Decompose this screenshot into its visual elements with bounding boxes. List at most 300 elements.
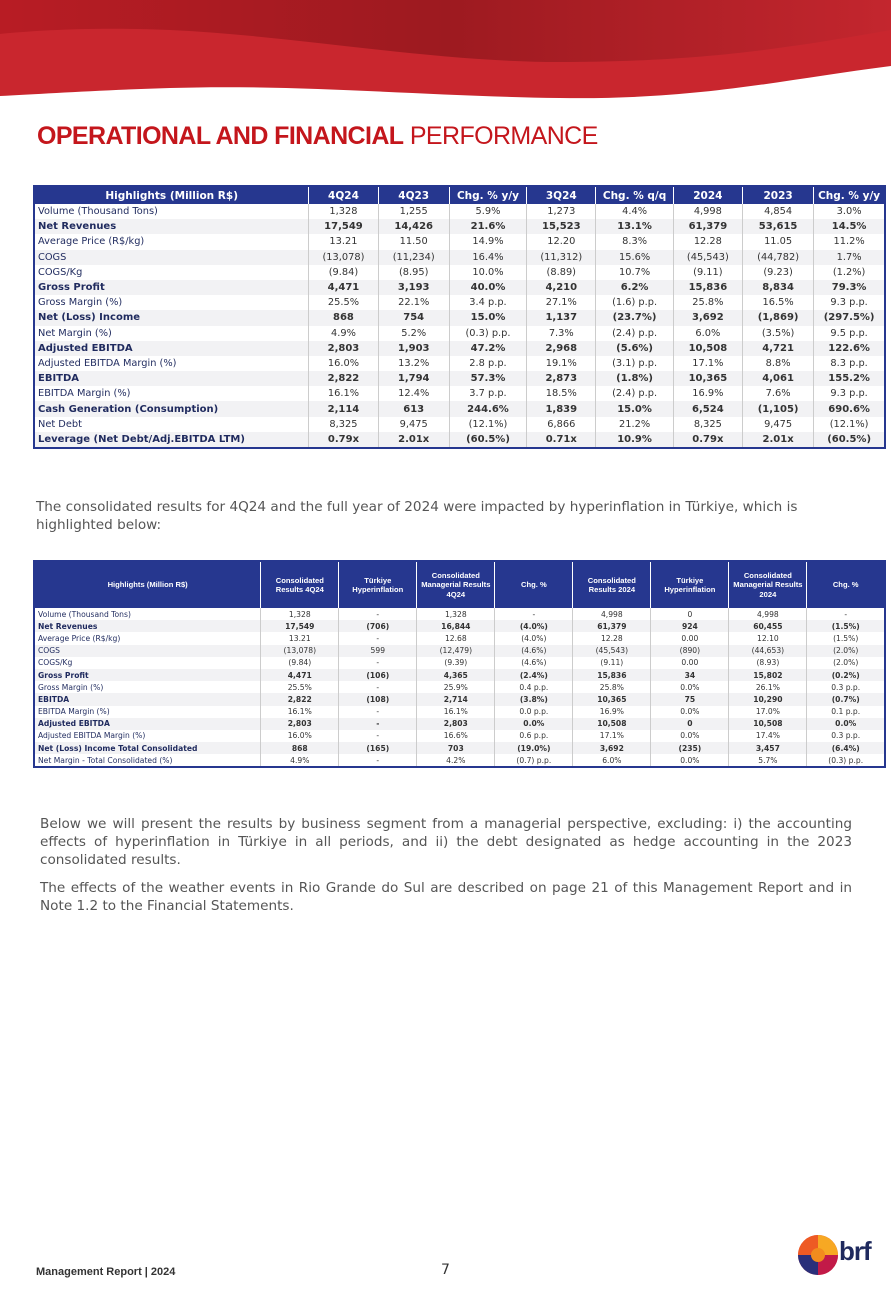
page-number: 7: [441, 1262, 450, 1278]
table-cell: 12.28: [673, 234, 742, 249]
segment-paragraph: Below we will present the results by business segment from a managerial perspective, excluding: i) the accounting effects of hyperinflation in Türkiye in all periods, and ii) the debt designated as hedge accounting in the 2023 consolidated results.: [40, 816, 852, 868]
table-cell: (12.1%): [829, 418, 869, 430]
table-cell: 12.68: [417, 632, 495, 644]
hyperinflation-table: [33, 560, 886, 768]
table-row: [34, 417, 885, 432]
table-cell: (706): [339, 620, 417, 632]
table-cell: (1.5%): [833, 633, 859, 643]
table-cell: 12.28: [573, 632, 651, 644]
table-cell: (165): [339, 742, 417, 754]
table-cell: 13.21: [261, 632, 339, 644]
table-cell: (0.2%): [807, 669, 885, 681]
table-cell: 0.0%: [651, 681, 729, 693]
table-cell: 26.1%: [729, 681, 807, 693]
footer-report-label: Management Report | 2024: [36, 1266, 176, 1278]
table-cell: (13,078): [309, 250, 378, 265]
table-cell: 10,508: [729, 718, 807, 730]
table-row: [34, 386, 885, 401]
table-cell: 0.79x: [673, 432, 742, 448]
table-cell: 40.0%: [449, 280, 526, 295]
table-cell: 7.3%: [527, 326, 596, 341]
table-cell: 0.0%: [651, 706, 729, 718]
table-cell: 11.50: [378, 234, 449, 249]
table-cell: 2,714: [417, 693, 495, 705]
table-cell: 15,836: [573, 669, 651, 681]
table-row: [34, 657, 885, 669]
table-header-row: [34, 186, 885, 204]
table-row: [34, 754, 885, 767]
table-cell: 4.9%: [261, 754, 339, 767]
table-cell: 4,365: [417, 669, 495, 681]
table-cell: (106): [339, 669, 417, 681]
column-header: 2024: [673, 186, 742, 204]
row-label: Net Debt: [34, 417, 309, 432]
table-cell: 5.7%: [729, 754, 807, 767]
header-banner: [0, 0, 891, 100]
table-cell: (4.6%): [495, 657, 573, 669]
row-label: Gross Margin (%): [34, 681, 261, 693]
table-cell: 3,457: [729, 742, 807, 754]
table-cell: 1,794: [378, 371, 449, 386]
table-cell: 12.4%: [378, 386, 449, 401]
table-cell: 9.3 p.p.: [830, 388, 868, 400]
table-cell: 4,471: [309, 280, 378, 295]
row-label: EBITDA: [34, 693, 261, 705]
table-cell: (1.8%): [596, 371, 673, 386]
column-header: 2023: [742, 186, 813, 204]
table-cell: 703: [417, 742, 495, 754]
table-cell: 2,873: [527, 371, 596, 386]
table-cell: (0.3) p.p.: [449, 326, 526, 341]
row-label: Adjusted EBITDA Margin (%): [34, 356, 309, 371]
table-cell: (13,078): [261, 645, 339, 657]
table-cell: 18.5%: [527, 386, 596, 401]
table-cell: 0.1 p.p.: [831, 707, 861, 717]
table-cell: 2.01x: [742, 432, 813, 448]
column-header: Chg. %: [807, 561, 885, 608]
table-cell: (1,869): [742, 310, 813, 325]
table-cell: 25.5%: [309, 295, 378, 310]
table-cell: 1,328: [417, 608, 495, 620]
table-cell: -: [339, 730, 417, 742]
table-cell: (19.0%): [495, 742, 573, 754]
table-cell: 16.1%: [261, 706, 339, 718]
column-header: 4Q24: [309, 186, 378, 204]
table-cell: 0.0 p.p.: [495, 706, 573, 718]
row-label: COGS/Kg: [34, 265, 309, 280]
table-cell: 1,839: [527, 401, 596, 416]
table-cell: 53,615: [742, 219, 813, 234]
table-cell: 0.00: [651, 632, 729, 644]
table-cell: 17.4%: [729, 730, 807, 742]
table-cell: (1.5%): [807, 620, 885, 632]
table-row: [34, 280, 885, 295]
table-cell: 1,273: [527, 204, 596, 219]
table-cell: (6.4%): [807, 742, 885, 754]
row-label: COGS: [34, 645, 261, 657]
table-cell: 2,803: [261, 718, 339, 730]
table-cell: 4,721: [742, 341, 813, 356]
table-cell: 0: [651, 608, 729, 620]
row-label: Net Revenues: [34, 219, 309, 234]
column-header: Chg. % y/y: [449, 186, 526, 204]
table-cell: 2,968: [527, 341, 596, 356]
table-cell: 17.0%: [729, 706, 807, 718]
table-cell: 10,365: [573, 693, 651, 705]
row-label: Net (Loss) Income: [34, 310, 309, 325]
table-cell: 0.0%: [651, 754, 729, 767]
table-row: [34, 608, 885, 620]
table-cell: (9.84): [261, 657, 339, 669]
table-cell: -: [339, 657, 417, 669]
table-cell: 16.4%: [449, 250, 526, 265]
table-cell: 4,061: [742, 371, 813, 386]
table-cell: 15,523: [527, 219, 596, 234]
row-label: Adjusted EBITDA: [34, 718, 261, 730]
table-cell: 4,998: [573, 608, 651, 620]
row-label: EBITDA Margin (%): [34, 386, 309, 401]
table-cell: (2.4) p.p.: [596, 326, 673, 341]
table-cell: 0.3 p.p.: [831, 682, 861, 692]
table-row: [34, 295, 885, 310]
table-cell: 4.9%: [309, 326, 378, 341]
row-label: Net (Loss) Income Total Consolidated: [34, 742, 261, 754]
column-header: Consolidated Results 2024: [573, 561, 651, 608]
table-cell: 60,455: [729, 620, 807, 632]
table-cell: 17,549: [261, 620, 339, 632]
table-cell: 11.05: [742, 234, 813, 249]
table-cell: 27.1%: [527, 295, 596, 310]
table-cell: 15.6%: [596, 250, 673, 265]
table-cell: 12.10: [729, 632, 807, 644]
table-cell: 14,426: [378, 219, 449, 234]
table-cell: (9.11): [673, 265, 742, 280]
table-cell: 16.0%: [309, 356, 378, 371]
table-cell: 0: [651, 718, 729, 730]
table-cell: 0.71x: [527, 432, 596, 448]
table-row: [34, 620, 885, 632]
table-cell: 14.5%: [814, 219, 885, 234]
table-cell: 1,328: [261, 608, 339, 620]
table-cell: 8,834: [742, 280, 813, 295]
table-cell: 10,290: [729, 693, 807, 705]
table-cell: 3,193: [378, 280, 449, 295]
table-cell: 11.2%: [833, 236, 865, 248]
table-cell: 9.3 p.p.: [830, 297, 868, 309]
table-cell: 25.8%: [573, 681, 651, 693]
table-cell: 15.0%: [596, 401, 673, 416]
segment-description: [40, 815, 852, 925]
table-cell: 25.9%: [417, 681, 495, 693]
table-cell: (8.95): [378, 265, 449, 280]
table-cell: 690.6%: [814, 401, 885, 416]
hyperinflation-intro-paragraph: The consolidated results for 4Q24 and the full year of 2024 were impacted by hyperinflation in Türkiye, which is highlighted below:: [36, 499, 798, 533]
brf-logo: [797, 1234, 869, 1278]
table-cell: 8.8%: [742, 356, 813, 371]
table-cell: (8.89): [527, 265, 596, 280]
table-cell: 924: [651, 620, 729, 632]
table-row: [34, 265, 885, 280]
table-cell: (11,234): [378, 250, 449, 265]
row-label: Volume (Thousand Tons): [34, 204, 309, 219]
table-cell: 10,508: [573, 718, 651, 730]
table-cell: (12,479): [417, 645, 495, 657]
table-cell: (235): [651, 742, 729, 754]
table-row: [34, 681, 885, 693]
table-cell: 244.6%: [449, 401, 526, 416]
table-cell: 2,822: [261, 693, 339, 705]
table-cell: 25.8%: [673, 295, 742, 310]
table-cell: 4.4%: [596, 204, 673, 219]
table-cell: (12.1%): [449, 417, 526, 432]
table-row: [34, 742, 885, 754]
table-cell: 61,379: [673, 219, 742, 234]
table-cell: (3.5%): [742, 326, 813, 341]
table-row: [34, 718, 885, 730]
table-cell: 15.0%: [449, 310, 526, 325]
table-row: [34, 693, 885, 705]
table-cell: 1,903: [378, 341, 449, 356]
row-label: COGS/Kg: [34, 657, 261, 669]
table-cell: (11,312): [527, 250, 596, 265]
table-row: [34, 706, 885, 718]
table-cell: 2,114: [309, 401, 378, 416]
table-cell: (60.5%): [449, 432, 526, 448]
table-cell: 599: [339, 645, 417, 657]
table-cell: (60.5%): [814, 432, 885, 448]
table-cell: 4,210: [527, 280, 596, 295]
table-cell: 0.4 p.p.: [495, 681, 573, 693]
table-row: [34, 632, 885, 644]
table-cell: 122.6%: [814, 341, 885, 356]
table-cell: (3.1) p.p.: [596, 356, 673, 371]
table-cell: 4,998: [729, 608, 807, 620]
row-label: EBITDA: [34, 371, 309, 386]
column-header: Türkiye Hyperinflation: [651, 561, 729, 608]
table-cell: 16.0%: [261, 730, 339, 742]
table-cell: 2,803: [309, 341, 378, 356]
table-cell: 61,379: [573, 620, 651, 632]
column-header: Consolidated Results 4Q24: [261, 561, 339, 608]
brf-logo-icon: [797, 1234, 839, 1276]
table-cell: 17,549: [309, 219, 378, 234]
row-label: Leverage (Net Debt/Adj.EBITDA LTM): [34, 432, 309, 448]
row-label: Net Margin (%): [34, 326, 309, 341]
table-cell: 47.2%: [449, 341, 526, 356]
table-cell: (9.11): [573, 657, 651, 669]
table-cell: -: [339, 681, 417, 693]
table-cell: 8,325: [309, 417, 378, 432]
table-cell: (1,105): [742, 401, 813, 416]
table-cell: 6.2%: [596, 280, 673, 295]
table-row: [34, 371, 885, 386]
table-cell: 0.79x: [309, 432, 378, 448]
table-cell: (45,543): [673, 250, 742, 265]
table-cell: (5.6%): [596, 341, 673, 356]
column-header: Chg. % y/y: [814, 186, 885, 204]
table-cell: 14.9%: [449, 234, 526, 249]
column-header: 3Q24: [527, 186, 596, 204]
table-cell: (4.0%): [495, 620, 573, 632]
table-cell: 22.1%: [378, 295, 449, 310]
table-cell: 2,803: [417, 718, 495, 730]
table-row: [34, 326, 885, 341]
table-cell: 3,692: [673, 310, 742, 325]
table-cell: 0.0%: [651, 730, 729, 742]
table-cell: (297.5%): [814, 310, 885, 325]
table-row: [34, 310, 885, 325]
table-cell: (890): [651, 645, 729, 657]
table-cell: 2.8 p.p.: [449, 356, 526, 371]
table-cell: (2.0%): [807, 645, 885, 657]
table-row: [34, 730, 885, 742]
column-header: Consolidated Managerial Results 2024: [729, 561, 807, 608]
table-cell: 79.3%: [814, 280, 885, 295]
table-cell: 13.2%: [378, 356, 449, 371]
table-cell: 4,471: [261, 669, 339, 681]
table-cell: 10,365: [673, 371, 742, 386]
table-cell: -: [495, 608, 573, 620]
table-cell: (9.23): [742, 265, 813, 280]
table-cell: -: [339, 632, 417, 644]
table-cell: 10.9%: [596, 432, 673, 448]
table-cell: 15,836: [673, 280, 742, 295]
table-row: [34, 219, 885, 234]
table-cell: 9,475: [378, 417, 449, 432]
table-cell: 6,524: [673, 401, 742, 416]
table-cell: 0.3 p.p.: [831, 731, 861, 741]
page-title: [37, 122, 598, 151]
table-cell: (9.84): [309, 265, 378, 280]
table-cell: 17.1%: [673, 356, 742, 371]
table-cell: 7.6%: [742, 386, 813, 401]
table-cell: 1,255: [378, 204, 449, 219]
row-label: Net Margin - Total Consolidated (%): [34, 754, 261, 767]
table-cell: 868: [309, 310, 378, 325]
table-cell: 10,508: [673, 341, 742, 356]
table-cell: 5.9%: [449, 204, 526, 219]
table-cell: 1,137: [527, 310, 596, 325]
table-cell: 3.0%: [836, 206, 862, 218]
table-cell: 13.21: [309, 234, 378, 249]
row-label: Adjusted EBITDA Margin (%): [34, 730, 261, 742]
table-cell: (0.7%): [807, 693, 885, 705]
table-row: [34, 234, 885, 249]
column-header: Highlights (Million R$): [34, 186, 309, 204]
table-cell: 19.1%: [527, 356, 596, 371]
table-cell: 868: [261, 742, 339, 754]
table-cell: 16,844: [417, 620, 495, 632]
weather-events-paragraph: The effects of the weather events in Rio Grande do Sul are described on page 21 of this Management Report and in Note 1.2 to the Financial Statements.: [40, 880, 852, 914]
table-cell: (4.6%): [495, 645, 573, 657]
table-cell: 9.5 p.p.: [830, 327, 868, 339]
table-row: [34, 401, 885, 416]
table-row: [34, 432, 885, 448]
column-header: Türkiye Hyperinflation: [339, 561, 417, 608]
table-cell: 8.3%: [596, 234, 673, 249]
table-cell: 5.2%: [378, 326, 449, 341]
table-cell: -: [339, 754, 417, 767]
row-label: Gross Profit: [34, 669, 261, 681]
column-header: Chg. %: [495, 561, 573, 608]
table-cell: 21.2%: [596, 417, 673, 432]
table-row: [34, 645, 885, 657]
table-cell: 4.2%: [417, 754, 495, 767]
table-cell: 21.6%: [449, 219, 526, 234]
table-cell: (0.3) p.p.: [828, 755, 864, 765]
row-label: Average Price (R$/kg): [34, 234, 309, 249]
table-cell: (44,653): [729, 645, 807, 657]
table-cell: (2.0%): [833, 658, 859, 668]
column-header: 4Q23: [378, 186, 449, 204]
table-cell: 613: [378, 401, 449, 416]
highlights-table: [33, 185, 886, 449]
table-cell: 1.7%: [814, 250, 885, 265]
table-cell: (2.4) p.p.: [596, 386, 673, 401]
table-cell: 10.7%: [596, 265, 673, 280]
table-row: [34, 341, 885, 356]
table-cell: 12.20: [527, 234, 596, 249]
row-label: Volume (Thousand Tons): [34, 608, 261, 620]
table-cell: 17.1%: [573, 730, 651, 742]
table-cell: -: [339, 718, 417, 730]
table-cell: (108): [339, 693, 417, 705]
table-cell: 3.7 p.p.: [449, 386, 526, 401]
row-label: Gross Profit: [34, 280, 309, 295]
table-header-row: [34, 561, 885, 608]
table-cell: (0.7) p.p.: [495, 754, 573, 767]
table-cell: 6,866: [527, 417, 596, 432]
column-header: Consolidated Managerial Results 4Q24: [417, 561, 495, 608]
table-cell: (4.0%): [495, 632, 573, 644]
table-cell: (45,543): [573, 645, 651, 657]
table-cell: (9.39): [417, 657, 495, 669]
table-cell: 4,854: [742, 204, 813, 219]
table-cell: 13.1%: [596, 219, 673, 234]
table-cell: 16.1%: [417, 706, 495, 718]
table-cell: 9,475: [742, 417, 813, 432]
column-header: Highlights (Million R$): [34, 561, 261, 608]
table-cell: (2.4%): [495, 669, 573, 681]
row-label: COGS: [34, 250, 309, 265]
table-cell: 16.9%: [573, 706, 651, 718]
row-label: Net Revenues: [34, 620, 261, 632]
table-cell: 6.0%: [573, 754, 651, 767]
brf-logo-text: brf: [839, 1236, 871, 1266]
table-cell: 15,802: [729, 669, 807, 681]
table-cell: 0.6 p.p.: [495, 730, 573, 742]
row-label: Adjusted EBITDA: [34, 341, 309, 356]
table-cell: 0.00: [651, 657, 729, 669]
table-cell: (1.2%): [832, 266, 866, 278]
table-cell: (1.6) p.p.: [596, 295, 673, 310]
table-cell: 155.2%: [814, 371, 885, 386]
table-cell: 0.0%: [807, 718, 885, 730]
table-row: [34, 356, 885, 371]
table-cell: 16.6%: [417, 730, 495, 742]
table-cell: 4,998: [673, 204, 742, 219]
table-cell: (23.7%): [596, 310, 673, 325]
column-header: Chg. % q/q: [596, 186, 673, 204]
table-cell: 16.9%: [673, 386, 742, 401]
table-cell: 3,692: [573, 742, 651, 754]
row-label: Gross Margin (%): [34, 295, 309, 310]
table-cell: -: [844, 609, 848, 619]
table-cell: 16.1%: [309, 386, 378, 401]
table-cell: (3.8%): [495, 693, 573, 705]
page-title-light: PERFORMANCE: [409, 122, 598, 150]
table-cell: 16.5%: [742, 295, 813, 310]
